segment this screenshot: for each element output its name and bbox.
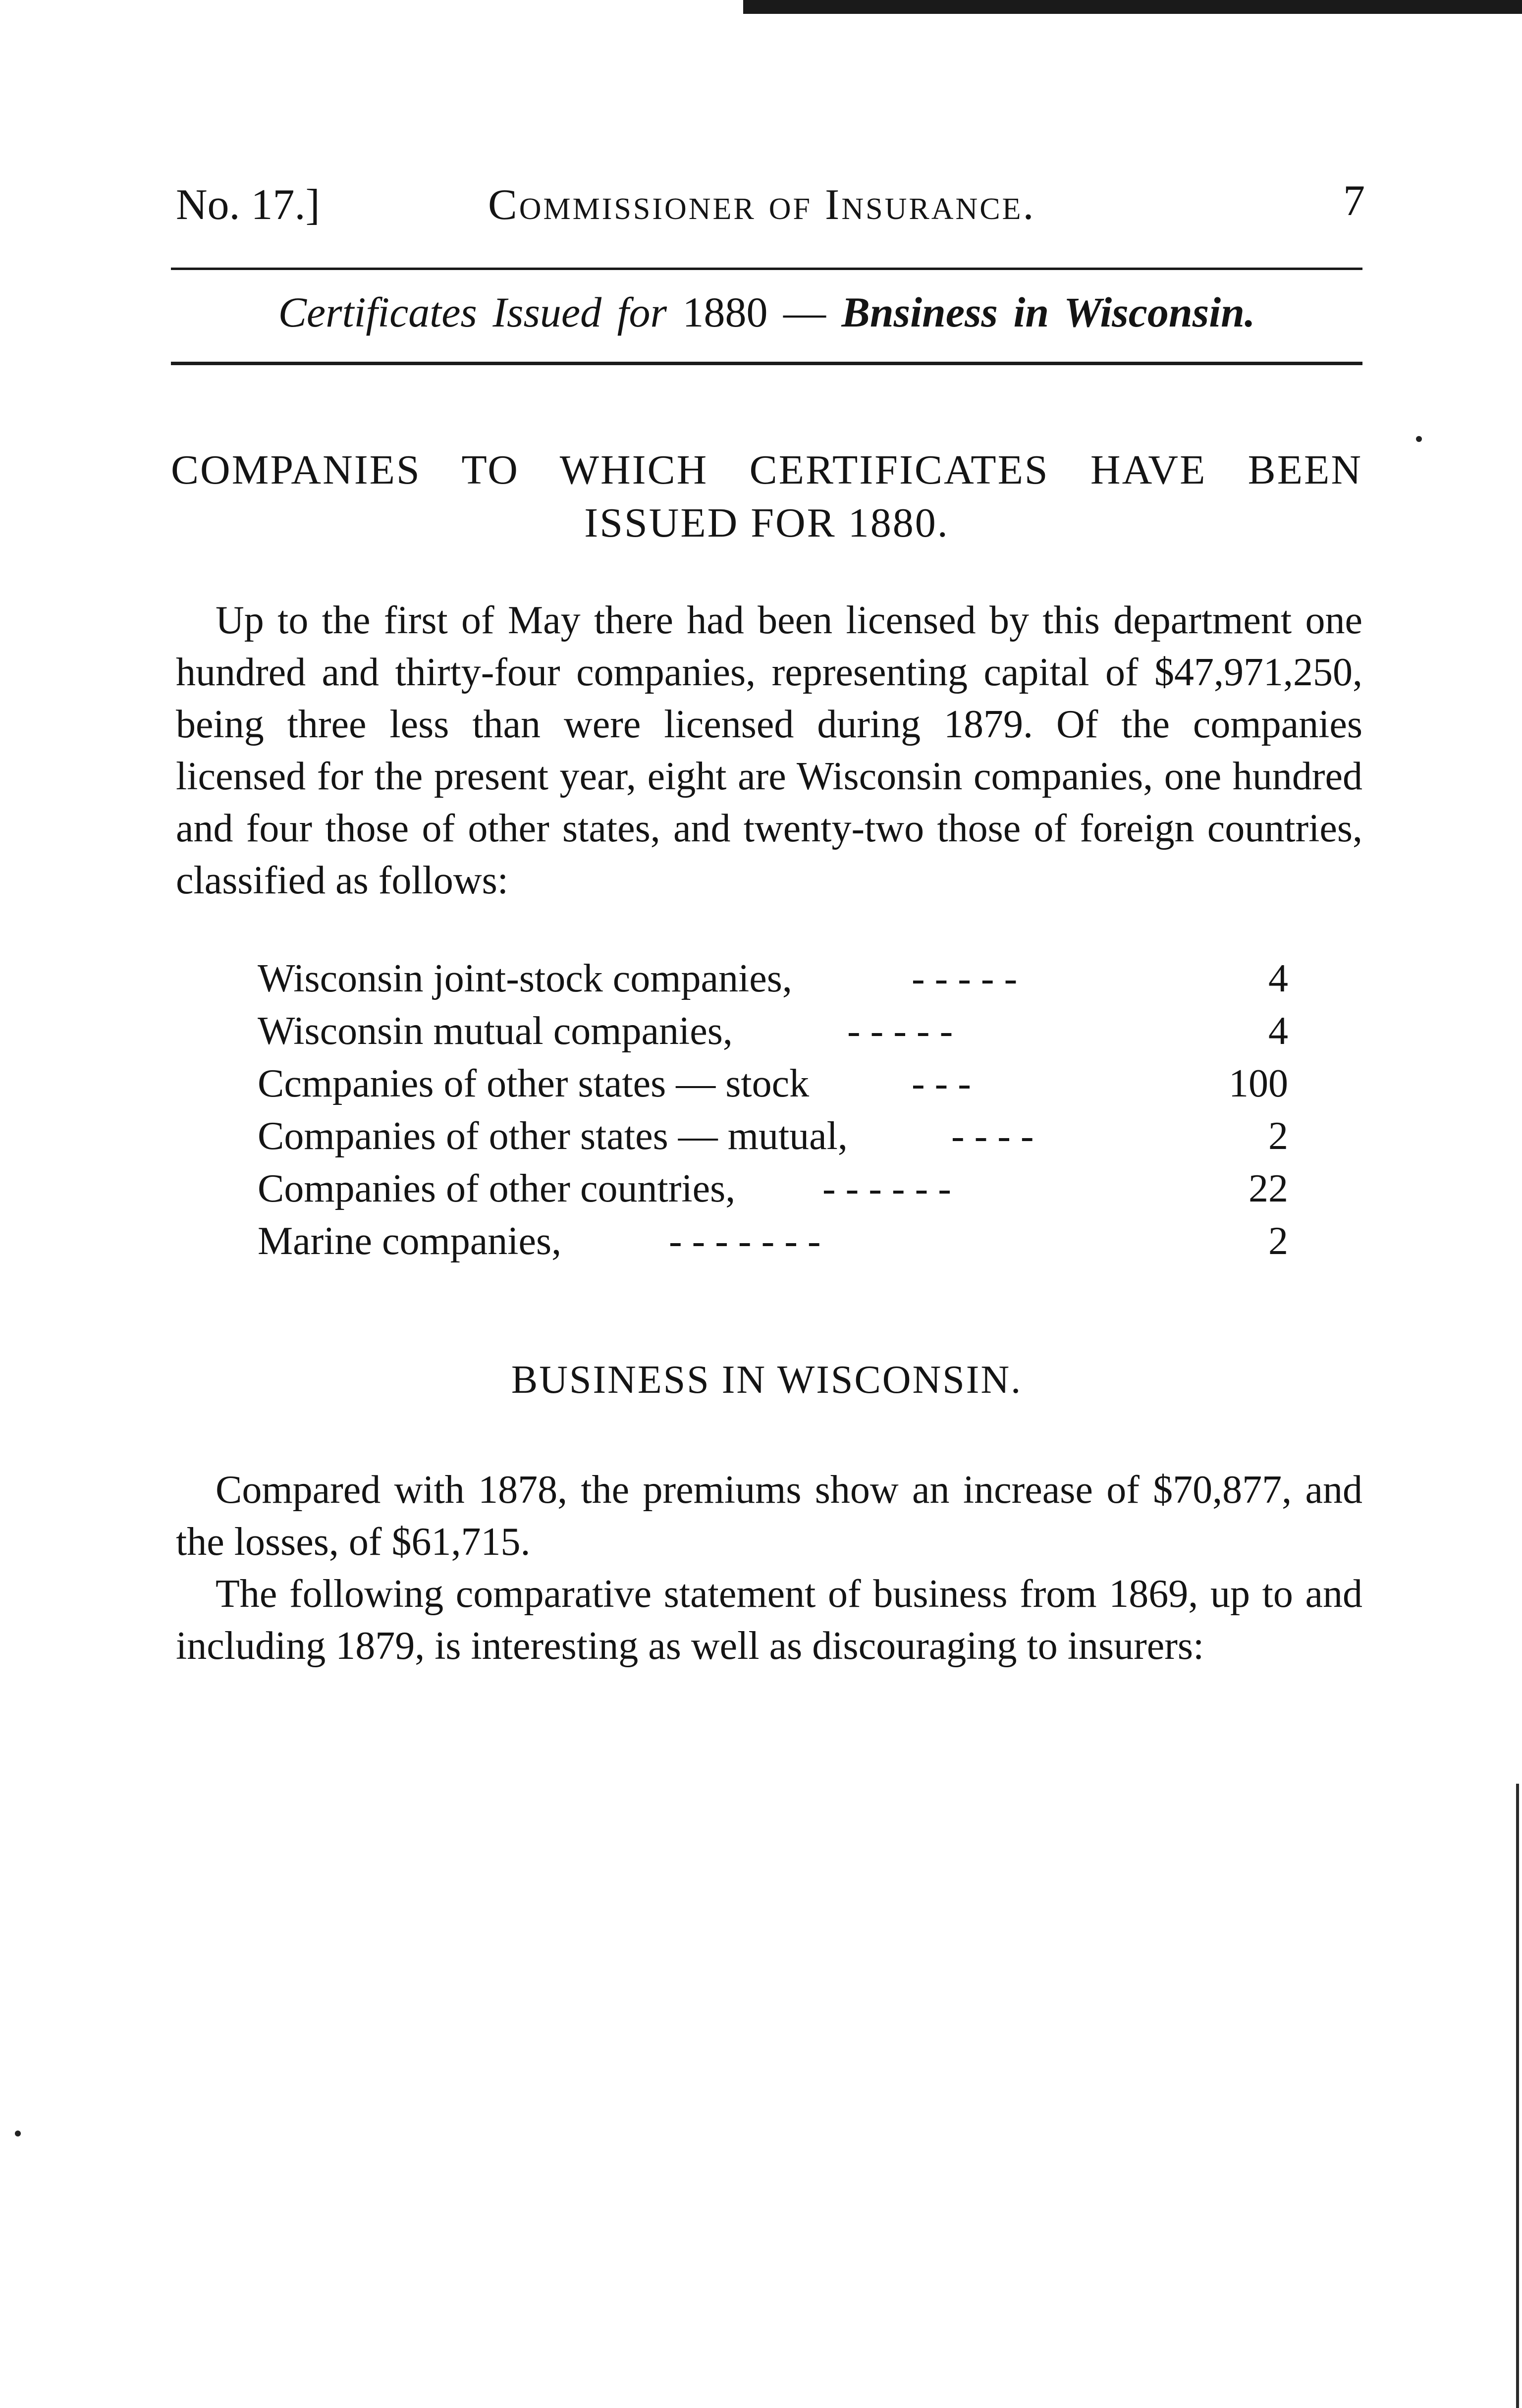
- list-item-value: 4: [1268, 957, 1288, 1000]
- document-number: No. 17.]: [176, 181, 320, 229]
- subhead-part-2: Bnsiness in Wisconsin.: [841, 288, 1255, 336]
- header-rule-top: [171, 268, 1362, 270]
- section-title-line-2: ISSUED FOR 1880.: [584, 500, 949, 546]
- list-item-value: 2: [1268, 1114, 1288, 1158]
- scan-speck: [1416, 436, 1422, 442]
- list-item-label: Companies of other countries,: [258, 1167, 736, 1210]
- business-paragraph-1: Compared with 1878, the premiums show an increase of $70,877, and the losses, of $61,715.: [176, 1468, 1362, 1564]
- list-item-value: 4: [1268, 1009, 1288, 1053]
- list-item-label: Companies of other states — mutual,: [258, 1114, 848, 1158]
- list-item: [258, 1166, 1288, 1219]
- list-item: [258, 1009, 1288, 1061]
- running-head: [176, 171, 1365, 230]
- section-subhead: [171, 287, 1362, 337]
- subhead-part-1: Certificates Issued for: [278, 288, 667, 336]
- list-item-label: Ccmpanies of other states — stock: [258, 1062, 810, 1105]
- list-item-leader: - - - - - -: [822, 1167, 951, 1210]
- scan-edge-line: [1516, 1784, 1519, 2408]
- list-item-leader: - - - - - - -: [669, 1219, 821, 1263]
- header-rule-bottom: [171, 362, 1362, 365]
- list-item-leader: - - - -: [951, 1114, 1034, 1158]
- page-number: 7: [1343, 177, 1365, 225]
- list-item-label: Marine companies,: [258, 1219, 562, 1263]
- list-item-value: 100: [1229, 1062, 1288, 1105]
- business-paragraph-2: The following comparative statement of business from 1869, up to and including 1879, is interesting as well as discouraging to insurers:: [176, 1572, 1362, 1668]
- subhead-year: 1880 —: [682, 288, 826, 336]
- scan-speck: [15, 2131, 21, 2136]
- section-title-certificates: [171, 446, 1362, 547]
- running-title: Commissioner of Insurance.: [488, 181, 1036, 229]
- list-item: [258, 1114, 1288, 1166]
- list-item-label: Wisconsin mutual companies,: [258, 1009, 733, 1053]
- list-item-label: Wisconsin joint-stock companies,: [258, 957, 792, 1000]
- list-item-value: 22: [1249, 1167, 1288, 1210]
- list-item: [258, 1219, 1288, 1271]
- list-item-value: 2: [1268, 1219, 1288, 1263]
- list-item-leader: - - - - -: [912, 957, 1018, 1000]
- scan-edge-bar: [743, 0, 1522, 14]
- certificates-paragraph: Up to the first of May there had been licensed by this department one hundred and thirty-four companies, representing capital of $47,971,250, being three less than were licensed during 1879. Of the companies licensed for the present year, eight are Wisconsin companies, one hundred and four those of other states, and twenty-two those of foreign countries, classified as follows:: [176, 599, 1362, 902]
- list-item-leader: - - - - -: [847, 1009, 953, 1053]
- classification-list: [258, 956, 1288, 1271]
- section-title-business: BUSINESS IN WISCONSIN.: [511, 1358, 1023, 1402]
- list-item-leader: - - -: [912, 1062, 971, 1105]
- list-item: [258, 1061, 1288, 1114]
- list-item: [258, 956, 1288, 1009]
- section-title-line-1: COMPANIES TO WHICH CERTIFICATES HAVE BEEN: [171, 447, 1362, 493]
